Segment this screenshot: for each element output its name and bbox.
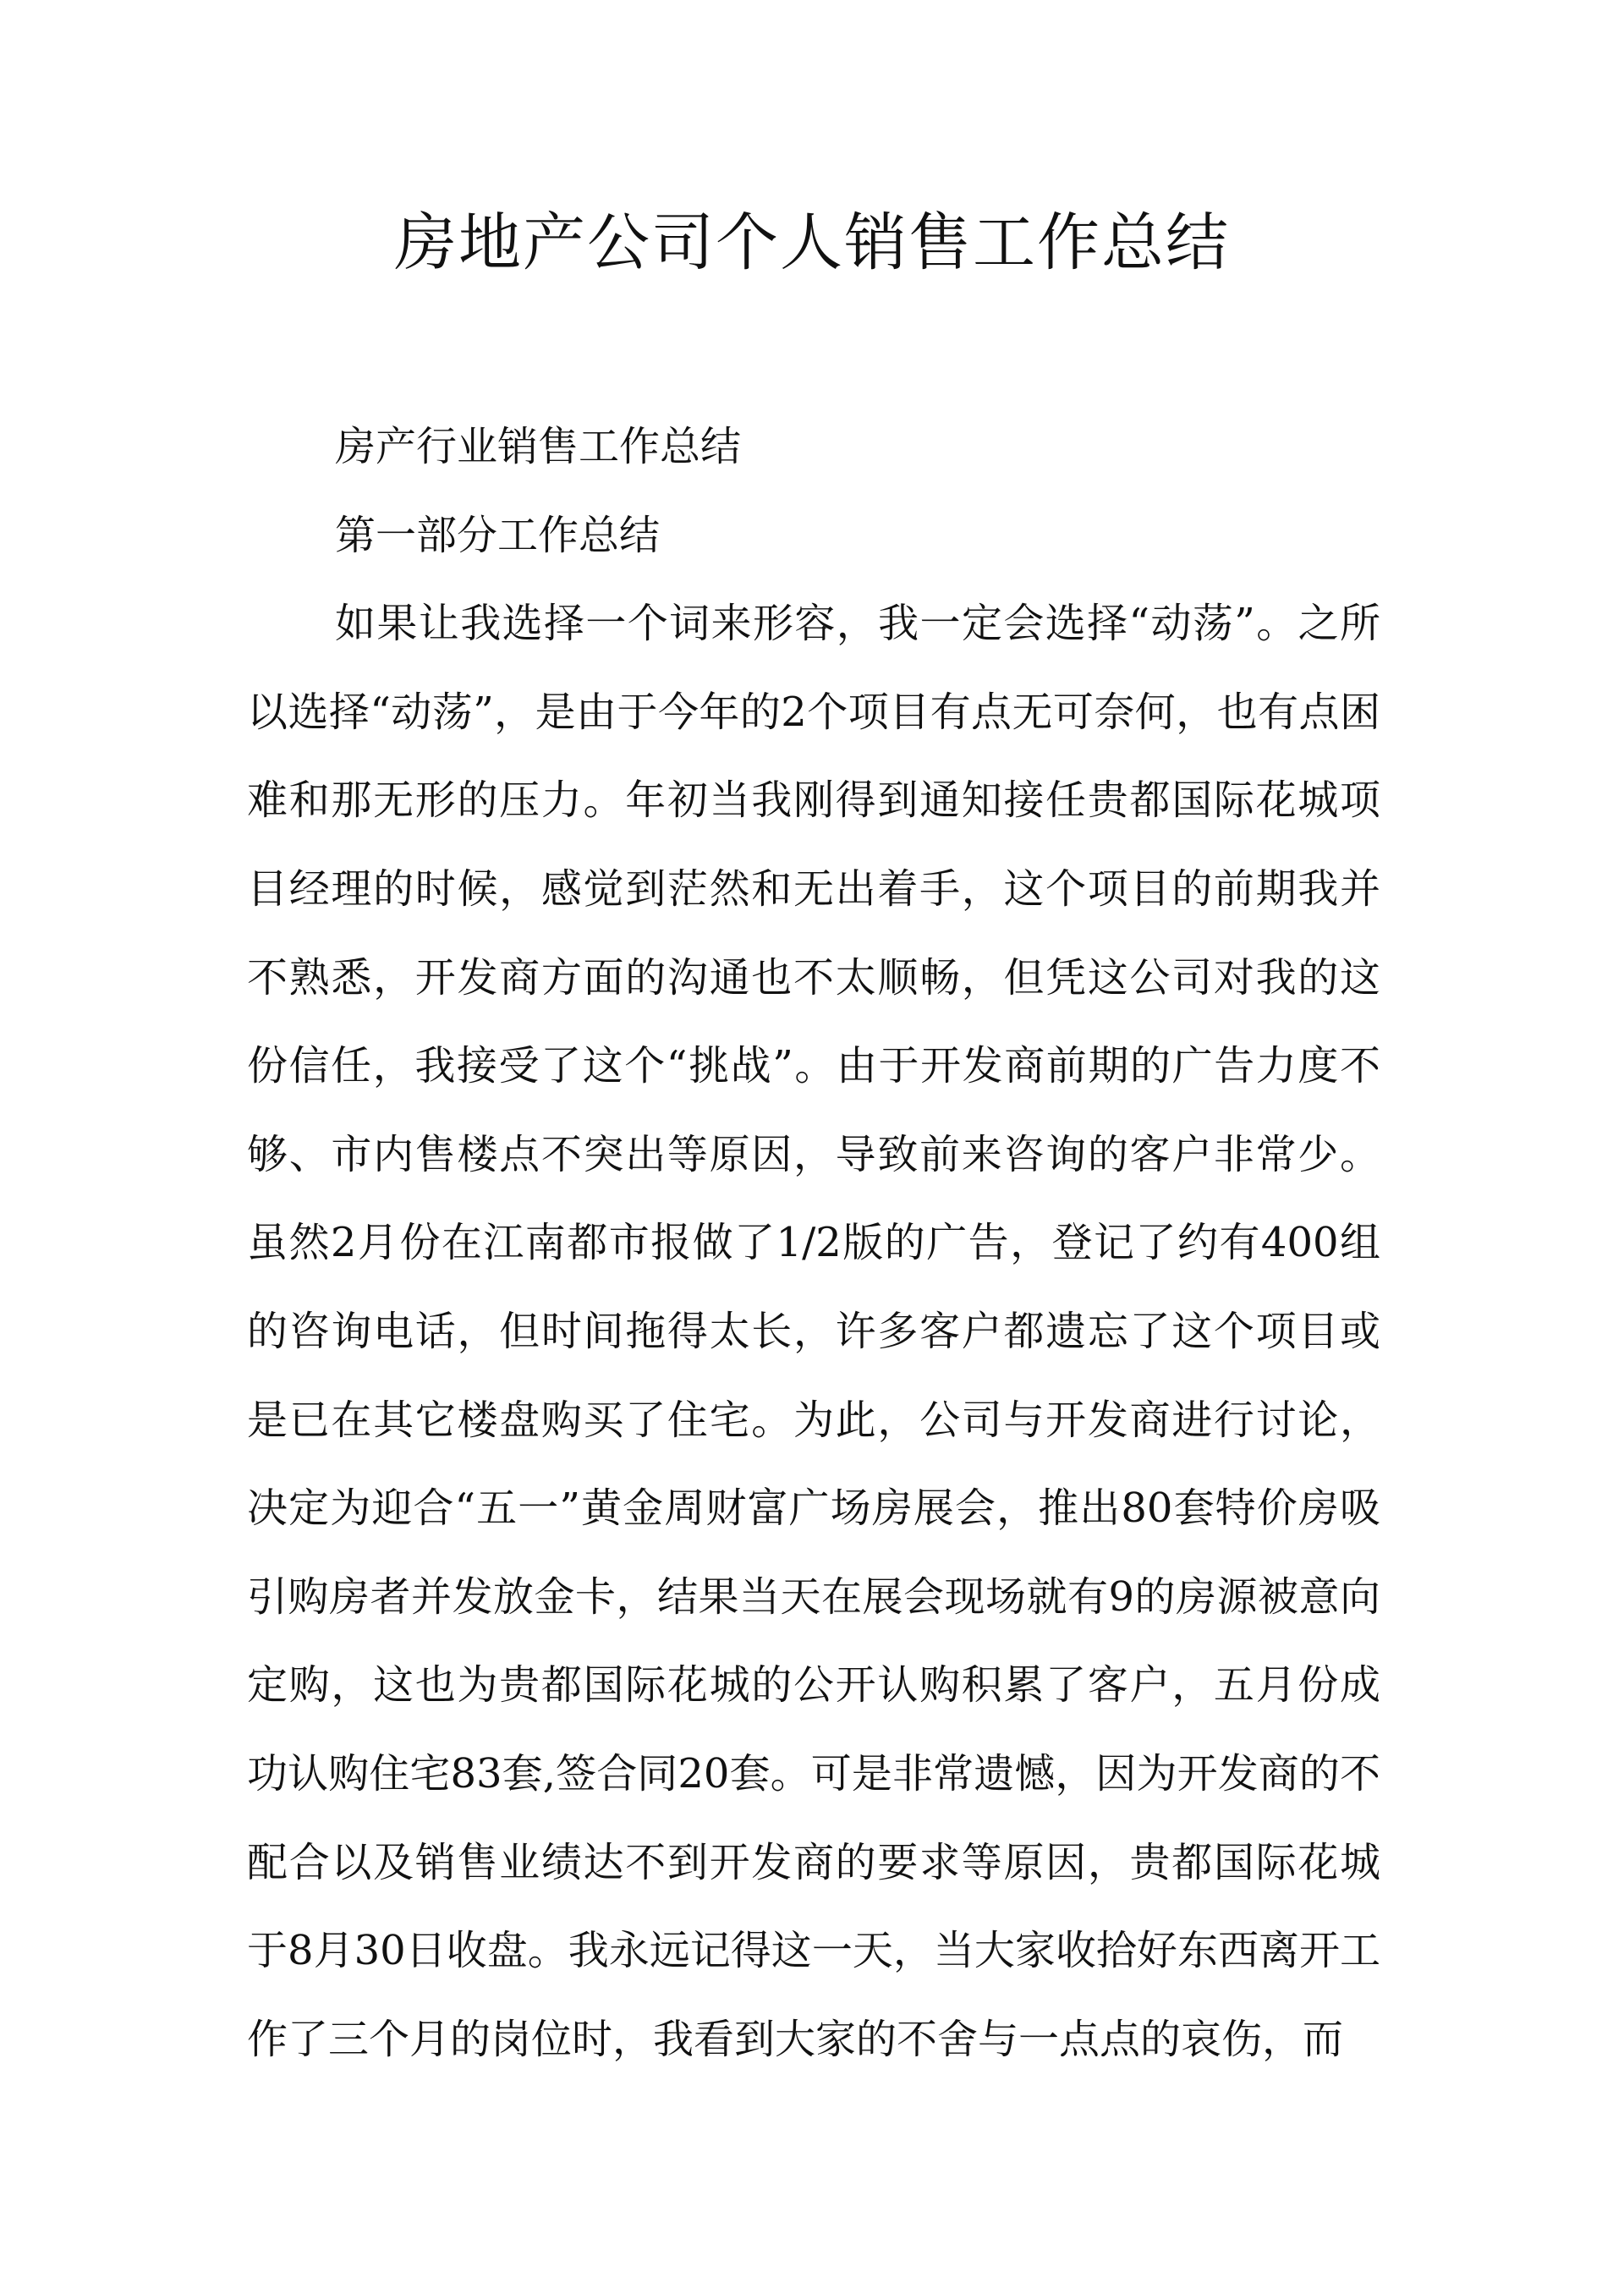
document-title: 房地产公司个人销售工作总结 xyxy=(394,206,1230,279)
document-body xyxy=(247,403,1380,2083)
document-subtitle: 房产行业销售工作总结 xyxy=(335,423,742,470)
section-heading: 第一部分工作总结 xyxy=(335,511,661,559)
body-paragraph: 如果让我选择一个词来形容，我一定会选择“动荡”。之所以选择“动荡”，是由于今年的2个项目有点无可奈何，也有点困难和那无形的压力。年初当我刚得到通知接任贵都国际花城项目经理的时候，感觉到茫然和无出着手，这个项目的前期我并不熟悉，开发商方面的沟通也不太顺畅，但凭这公司对我的这份信任，我接受了这个“挑战”。由于开发商前期的广告力度不够、市内售楼点不突出等原因，导致前来咨询的客户非常少。虽然2月份在江南都市报做了1/2版的广告，登记了约有400组的咨询电话，但时间拖得太长，许多客户都遗忘了这个项目或是已在其它楼盘购买了住宅。为此，公司与开发商进行讨论，决定为迎合“五一”黄金周财富广场房展会，推出80套特价房吸引购房者并发放金卡，结果当天在展会现场就有9的房源被意向定购，这也为贵都国际花城的公开认购积累了客户，五月份成功认购住宅83套,签合同20套。可是非常遗憾，因为开发商的不配合以及销售业绩达不到开发商的要求等原因，贵都国际花城于8月30日收盘。我永远记得这一天，当大家收拾好东西离开工作了三个月的岗位时，我看到大家的不舍与一点点的哀伤，而 xyxy=(247,600,1380,2063)
